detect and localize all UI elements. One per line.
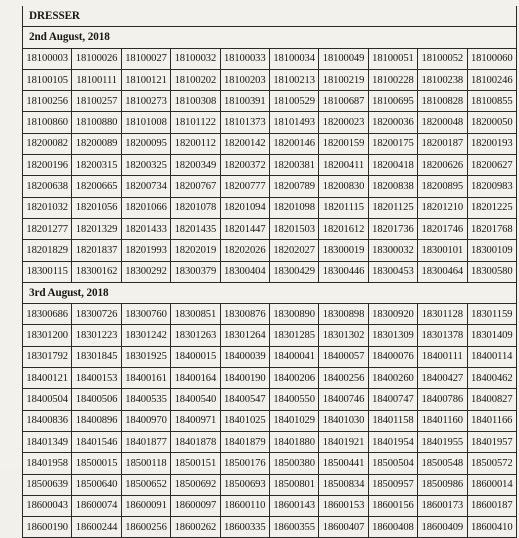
roll-number-cell: 18301792 bbox=[23, 346, 72, 367]
table-row bbox=[23, 474, 517, 495]
table-row bbox=[23, 431, 517, 452]
roll-number-cell: 18600355 bbox=[269, 517, 318, 538]
roll-number-cell: 18400114 bbox=[467, 346, 516, 367]
roll-number-cell: 18301378 bbox=[418, 325, 467, 346]
roll-number-cell: 18300686 bbox=[23, 304, 72, 325]
roll-number-cell: 18200175 bbox=[368, 133, 417, 154]
roll-number-cell: 18100860 bbox=[23, 112, 72, 133]
roll-number-cell: 18301309 bbox=[368, 325, 417, 346]
roll-number-cell: 18200325 bbox=[121, 155, 170, 176]
roll-number-cell: 18100060 bbox=[467, 48, 516, 69]
roll-number-cell: 18300404 bbox=[220, 261, 269, 282]
roll-number-cell: 18100238 bbox=[418, 69, 467, 90]
roll-number-cell: 18401025 bbox=[220, 410, 269, 431]
roll-number-cell: 18200048 bbox=[418, 112, 467, 133]
roll-number-cell: 18400462 bbox=[467, 368, 516, 389]
roll-number-cell: 18300464 bbox=[418, 261, 467, 282]
roll-number-cell: 18200095 bbox=[121, 133, 170, 154]
roll-number-cell: 18500957 bbox=[368, 474, 417, 495]
table-row bbox=[23, 346, 517, 367]
roll-number-cell: 18200638 bbox=[23, 176, 72, 197]
roll-number-cell: 18600153 bbox=[319, 495, 368, 516]
roll-number-cell: 18500176 bbox=[220, 453, 269, 474]
roll-number-cell: 18401166 bbox=[467, 410, 516, 431]
roll-number-cell: 18100052 bbox=[418, 48, 467, 69]
roll-number-cell: 18300760 bbox=[121, 304, 170, 325]
roll-number-cell: 18200381 bbox=[269, 155, 318, 176]
roll-number-cell: 18301845 bbox=[72, 346, 121, 367]
roll-number-cell: 18100257 bbox=[72, 91, 121, 112]
roll-number-cell: 18600190 bbox=[23, 517, 72, 538]
section-date: 2nd August, 2018 bbox=[23, 27, 517, 48]
roll-number-cell: 18201433 bbox=[121, 218, 170, 239]
roll-number-cell: 18300019 bbox=[319, 240, 368, 261]
roll-number-cell: 18300109 bbox=[467, 240, 516, 261]
roll-number-cell: 18200050 bbox=[467, 112, 516, 133]
roll-number-cell: 18500640 bbox=[72, 474, 121, 495]
roll-number-cell: 18300876 bbox=[220, 304, 269, 325]
roll-number-cell: 18300890 bbox=[269, 304, 318, 325]
roll-number-cell: 18200112 bbox=[171, 133, 220, 154]
roll-number-cell: 18100695 bbox=[368, 91, 417, 112]
roll-number-cell: 18100121 bbox=[121, 69, 170, 90]
table-row bbox=[23, 218, 517, 239]
roll-number-cell: 18100203 bbox=[220, 69, 269, 90]
roll-number-cell: 18301285 bbox=[269, 325, 318, 346]
roll-number-cell: 18500380 bbox=[269, 453, 318, 474]
roll-number-cell: 18200142 bbox=[220, 133, 269, 154]
roll-number-cell: 18200187 bbox=[418, 133, 467, 154]
roll-number-cell: 18400427 bbox=[418, 368, 467, 389]
roll-number-cell: 18201503 bbox=[269, 218, 318, 239]
roll-number-cell: 18200146 bbox=[269, 133, 318, 154]
roll-number-cell: 18500015 bbox=[72, 453, 121, 474]
roll-number-cell: 18400161 bbox=[121, 368, 170, 389]
roll-number-cell: 18600074 bbox=[72, 495, 121, 516]
roll-number-cell: 18200089 bbox=[72, 133, 121, 154]
roll-number-cell: 18100391 bbox=[220, 91, 269, 112]
roll-number-cell: 18100855 bbox=[467, 91, 516, 112]
roll-number-cell: 18201768 bbox=[467, 218, 516, 239]
roll-number-cell: 18100246 bbox=[467, 69, 516, 90]
roll-number-cell: 18400015 bbox=[171, 346, 220, 367]
roll-number-cell: 18400535 bbox=[121, 389, 170, 410]
table-row bbox=[23, 133, 517, 154]
roll-number-cell: 18600097 bbox=[171, 495, 220, 516]
table-row bbox=[23, 91, 517, 112]
category-header-row bbox=[23, 6, 517, 27]
roll-number-cell: 18300446 bbox=[319, 261, 368, 282]
roll-number-cell: 18201329 bbox=[72, 218, 121, 239]
roll-number-cell: 18301242 bbox=[121, 325, 170, 346]
roll-number-cell: 18400827 bbox=[467, 389, 516, 410]
roll-number-cell: 18100308 bbox=[171, 91, 220, 112]
table-row bbox=[23, 517, 517, 538]
roll-number-cell: 18100219 bbox=[319, 69, 368, 90]
roll-number-cell: 18200627 bbox=[467, 155, 516, 176]
roll-number-cell: 18201225 bbox=[467, 197, 516, 218]
roll-number-cell: 18500693 bbox=[220, 474, 269, 495]
roll-number-cell: 18201736 bbox=[368, 218, 417, 239]
roll-number-cell: 18301925 bbox=[121, 346, 170, 367]
roll-number-cell: 18600110 bbox=[220, 495, 269, 516]
roll-number-cell: 18600410 bbox=[467, 517, 516, 538]
roll-number-cell: 18100051 bbox=[368, 48, 417, 69]
roll-number-cell: 18100003 bbox=[23, 48, 72, 69]
roll-number-cell: 18200734 bbox=[121, 176, 170, 197]
roll-number-cell: 18401158 bbox=[368, 410, 417, 431]
roll-number-cell: 18401880 bbox=[269, 431, 318, 452]
roll-number-cell: 18100273 bbox=[121, 91, 170, 112]
roll-number-cell: 18300292 bbox=[121, 261, 170, 282]
roll-number-cell: 18300115 bbox=[23, 261, 72, 282]
table-row bbox=[23, 69, 517, 90]
roll-number-cell: 18100105 bbox=[23, 69, 72, 90]
roll-number-cell: 18500504 bbox=[368, 453, 417, 474]
roll-number-cell: 18200159 bbox=[319, 133, 368, 154]
roll-number-cell: 18401878 bbox=[171, 431, 220, 452]
roll-number-cell: 18101008 bbox=[121, 112, 170, 133]
roll-number-cell: 18400039 bbox=[220, 346, 269, 367]
roll-number-cell: 18201447 bbox=[220, 218, 269, 239]
roll-number-cell: 18401546 bbox=[72, 431, 121, 452]
roll-number-cell: 18201115 bbox=[319, 197, 368, 218]
roll-number-cell: 18201277 bbox=[23, 218, 72, 239]
roll-number-cell: 18202027 bbox=[269, 240, 318, 261]
roll-number-cell: 18300580 bbox=[467, 261, 516, 282]
roll-number-cell: 18100034 bbox=[269, 48, 318, 69]
roll-number-cell: 18301200 bbox=[23, 325, 72, 346]
roll-number-cell: 18100032 bbox=[171, 48, 220, 69]
roll-number-cell: 18200665 bbox=[72, 176, 121, 197]
roll-number-cell: 18300898 bbox=[319, 304, 368, 325]
roll-number-cell: 18300162 bbox=[72, 261, 121, 282]
roll-number-cell: 18200372 bbox=[220, 155, 269, 176]
table-row bbox=[23, 453, 517, 474]
roll-number-cell: 18201837 bbox=[72, 240, 121, 261]
table-row bbox=[23, 197, 517, 218]
roll-number-cell: 18201066 bbox=[121, 197, 170, 218]
roll-number-cell: 18200315 bbox=[72, 155, 121, 176]
roll-number-cell: 18300851 bbox=[171, 304, 220, 325]
roll-number-cell: 18500986 bbox=[418, 474, 467, 495]
roll-number-cell: 18201612 bbox=[319, 218, 368, 239]
table-row bbox=[23, 389, 517, 410]
roll-number-cell: 18200767 bbox=[171, 176, 220, 197]
roll-number-cell: 18600173 bbox=[418, 495, 467, 516]
roll-number-cell: 18400786 bbox=[418, 389, 467, 410]
category-title: DRESSER bbox=[23, 6, 517, 27]
table-row bbox=[23, 304, 517, 325]
roll-number-cell: 18600262 bbox=[171, 517, 220, 538]
roll-number-cell: 18400260 bbox=[368, 368, 417, 389]
dresser-results-table bbox=[22, 6, 517, 538]
table-row bbox=[23, 112, 517, 133]
roll-number-cell: 18301223 bbox=[72, 325, 121, 346]
roll-number-cell: 18401957 bbox=[467, 431, 516, 452]
roll-number-cell: 18400057 bbox=[319, 346, 368, 367]
roll-number-cell: 18201056 bbox=[72, 197, 121, 218]
roll-number-cell: 18201993 bbox=[121, 240, 170, 261]
roll-number-cell: 18401879 bbox=[220, 431, 269, 452]
roll-number-cell: 18400504 bbox=[23, 389, 72, 410]
roll-number-cell: 18301128 bbox=[418, 304, 467, 325]
roll-number-cell: 18300379 bbox=[171, 261, 220, 282]
roll-number-cell: 18101122 bbox=[171, 112, 220, 133]
roll-number-cell: 18600014 bbox=[467, 474, 516, 495]
roll-number-cell: 18200023 bbox=[319, 112, 368, 133]
roll-number-cell: 18100880 bbox=[72, 112, 121, 133]
roll-number-cell: 18200082 bbox=[23, 133, 72, 154]
roll-number-cell: 18200830 bbox=[319, 176, 368, 197]
roll-number-cell: 18100026 bbox=[72, 48, 121, 69]
roll-number-cell: 18301409 bbox=[467, 325, 516, 346]
roll-number-cell: 18201210 bbox=[418, 197, 467, 218]
roll-number-cell: 18101373 bbox=[220, 112, 269, 133]
table-row bbox=[23, 48, 517, 69]
roll-number-cell: 18400547 bbox=[220, 389, 269, 410]
table-row bbox=[23, 155, 517, 176]
roll-number-cell: 18400971 bbox=[171, 410, 220, 431]
table-row bbox=[23, 176, 517, 197]
roll-number-cell: 18400746 bbox=[319, 389, 368, 410]
results-table-body bbox=[23, 6, 517, 538]
roll-number-cell: 18401877 bbox=[121, 431, 170, 452]
roll-number-cell: 18100228 bbox=[368, 69, 417, 90]
table-row bbox=[23, 240, 517, 261]
roll-number-cell: 18100049 bbox=[319, 48, 368, 69]
roll-number-cell: 18301264 bbox=[220, 325, 269, 346]
roll-number-cell: 18300032 bbox=[368, 240, 417, 261]
roll-number-cell: 18201032 bbox=[23, 197, 72, 218]
table-row bbox=[23, 368, 517, 389]
roll-number-cell: 18201078 bbox=[171, 197, 220, 218]
roll-number-cell: 18200196 bbox=[23, 155, 72, 176]
roll-number-cell: 18200036 bbox=[368, 112, 417, 133]
roll-number-cell: 18401955 bbox=[418, 431, 467, 452]
table-row bbox=[23, 325, 517, 346]
date-header-row bbox=[23, 27, 517, 48]
roll-number-cell: 18600409 bbox=[418, 517, 467, 538]
roll-number-cell: 18400747 bbox=[368, 389, 417, 410]
roll-number-cell: 18202019 bbox=[171, 240, 220, 261]
roll-number-cell: 18600043 bbox=[23, 495, 72, 516]
roll-number-cell: 18300429 bbox=[269, 261, 318, 282]
roll-number-cell: 18300920 bbox=[368, 304, 417, 325]
table-row bbox=[23, 261, 517, 282]
roll-number-cell: 18400111 bbox=[418, 346, 467, 367]
roll-number-cell: 18500548 bbox=[418, 453, 467, 474]
roll-number-cell: 18400190 bbox=[220, 368, 269, 389]
roll-number-cell: 18400121 bbox=[23, 368, 72, 389]
table-row bbox=[23, 410, 517, 431]
date-header-row bbox=[23, 282, 517, 303]
roll-number-cell: 18301263 bbox=[171, 325, 220, 346]
roll-number-cell: 18401954 bbox=[368, 431, 417, 452]
roll-number-cell: 18100027 bbox=[121, 48, 170, 69]
roll-number-cell: 18600156 bbox=[368, 495, 417, 516]
roll-number-cell: 18600187 bbox=[467, 495, 516, 516]
roll-number-cell: 18200418 bbox=[368, 155, 417, 176]
roll-number-cell: 18401958 bbox=[23, 453, 72, 474]
roll-number-cell: 18200349 bbox=[171, 155, 220, 176]
roll-number-cell: 18300101 bbox=[418, 240, 467, 261]
roll-number-cell: 18100202 bbox=[171, 69, 220, 90]
roll-number-cell: 18202026 bbox=[220, 240, 269, 261]
roll-number-cell: 18100828 bbox=[418, 91, 467, 112]
roll-number-cell: 18200777 bbox=[220, 176, 269, 197]
roll-number-cell: 18401160 bbox=[418, 410, 467, 431]
roll-number-cell: 18400896 bbox=[72, 410, 121, 431]
roll-number-cell: 18300453 bbox=[368, 261, 417, 282]
roll-number-cell: 18400164 bbox=[171, 368, 220, 389]
roll-number-cell: 18400041 bbox=[269, 346, 318, 367]
roll-number-cell: 18400076 bbox=[368, 346, 417, 367]
roll-number-cell: 18500151 bbox=[171, 453, 220, 474]
roll-number-cell: 18201435 bbox=[171, 218, 220, 239]
roll-number-cell: 18400970 bbox=[121, 410, 170, 431]
roll-number-cell: 18401349 bbox=[23, 431, 72, 452]
roll-number-cell: 18401030 bbox=[319, 410, 368, 431]
roll-number-cell: 18401921 bbox=[319, 431, 368, 452]
roll-number-cell: 18600091 bbox=[121, 495, 170, 516]
roll-number-cell: 18400540 bbox=[171, 389, 220, 410]
roll-number-cell: 18200895 bbox=[418, 176, 467, 197]
roll-number-cell: 18201094 bbox=[220, 197, 269, 218]
roll-number-cell: 18400506 bbox=[72, 389, 121, 410]
roll-number-cell: 18201125 bbox=[368, 197, 417, 218]
roll-number-cell: 18201746 bbox=[418, 218, 467, 239]
roll-number-cell: 18600143 bbox=[269, 495, 318, 516]
roll-number-cell: 18100256 bbox=[23, 91, 72, 112]
roll-number-cell: 18500801 bbox=[269, 474, 318, 495]
roll-number-cell: 18600408 bbox=[368, 517, 417, 538]
roll-number-cell: 18200193 bbox=[467, 133, 516, 154]
roll-number-cell: 18100111 bbox=[72, 69, 121, 90]
roll-number-cell: 18201098 bbox=[269, 197, 318, 218]
roll-number-cell: 18100213 bbox=[269, 69, 318, 90]
roll-number-cell: 18301159 bbox=[467, 304, 516, 325]
roll-number-cell: 18500639 bbox=[23, 474, 72, 495]
roll-number-cell: 18300726 bbox=[72, 304, 121, 325]
roll-number-cell: 18500572 bbox=[467, 453, 516, 474]
roll-number-cell: 18301302 bbox=[319, 325, 368, 346]
roll-number-cell: 18400153 bbox=[72, 368, 121, 389]
roll-number-cell: 18200789 bbox=[269, 176, 318, 197]
section-date: 3rd August, 2018 bbox=[23, 282, 517, 303]
roll-number-cell: 18200838 bbox=[368, 176, 417, 197]
roll-number-cell: 18500118 bbox=[121, 453, 170, 474]
roll-number-cell: 18400836 bbox=[23, 410, 72, 431]
roll-number-cell: 18600335 bbox=[220, 517, 269, 538]
roll-number-cell: 18400206 bbox=[269, 368, 318, 389]
roll-number-cell: 18101493 bbox=[269, 112, 318, 133]
roll-number-cell: 18400550 bbox=[269, 389, 318, 410]
roll-number-cell: 18400256 bbox=[319, 368, 368, 389]
roll-number-cell: 18401029 bbox=[269, 410, 318, 431]
roll-number-cell: 18200626 bbox=[418, 155, 467, 176]
roll-number-cell: 18600244 bbox=[72, 517, 121, 538]
roll-number-cell: 18200411 bbox=[319, 155, 368, 176]
roll-number-cell: 18100033 bbox=[220, 48, 269, 69]
roll-number-cell: 18500652 bbox=[121, 474, 170, 495]
roll-number-cell: 18600256 bbox=[121, 517, 170, 538]
roll-number-cell: 18500692 bbox=[171, 474, 220, 495]
roll-number-cell: 18200983 bbox=[467, 176, 516, 197]
roll-number-cell: 18100687 bbox=[319, 91, 368, 112]
roll-number-cell: 18100529 bbox=[269, 91, 318, 112]
roll-number-cell: 18500441 bbox=[319, 453, 368, 474]
table-row bbox=[23, 495, 517, 516]
roll-number-cell: 18201829 bbox=[23, 240, 72, 261]
roll-number-cell: 18500834 bbox=[319, 474, 368, 495]
roll-number-cell: 18600407 bbox=[319, 517, 368, 538]
